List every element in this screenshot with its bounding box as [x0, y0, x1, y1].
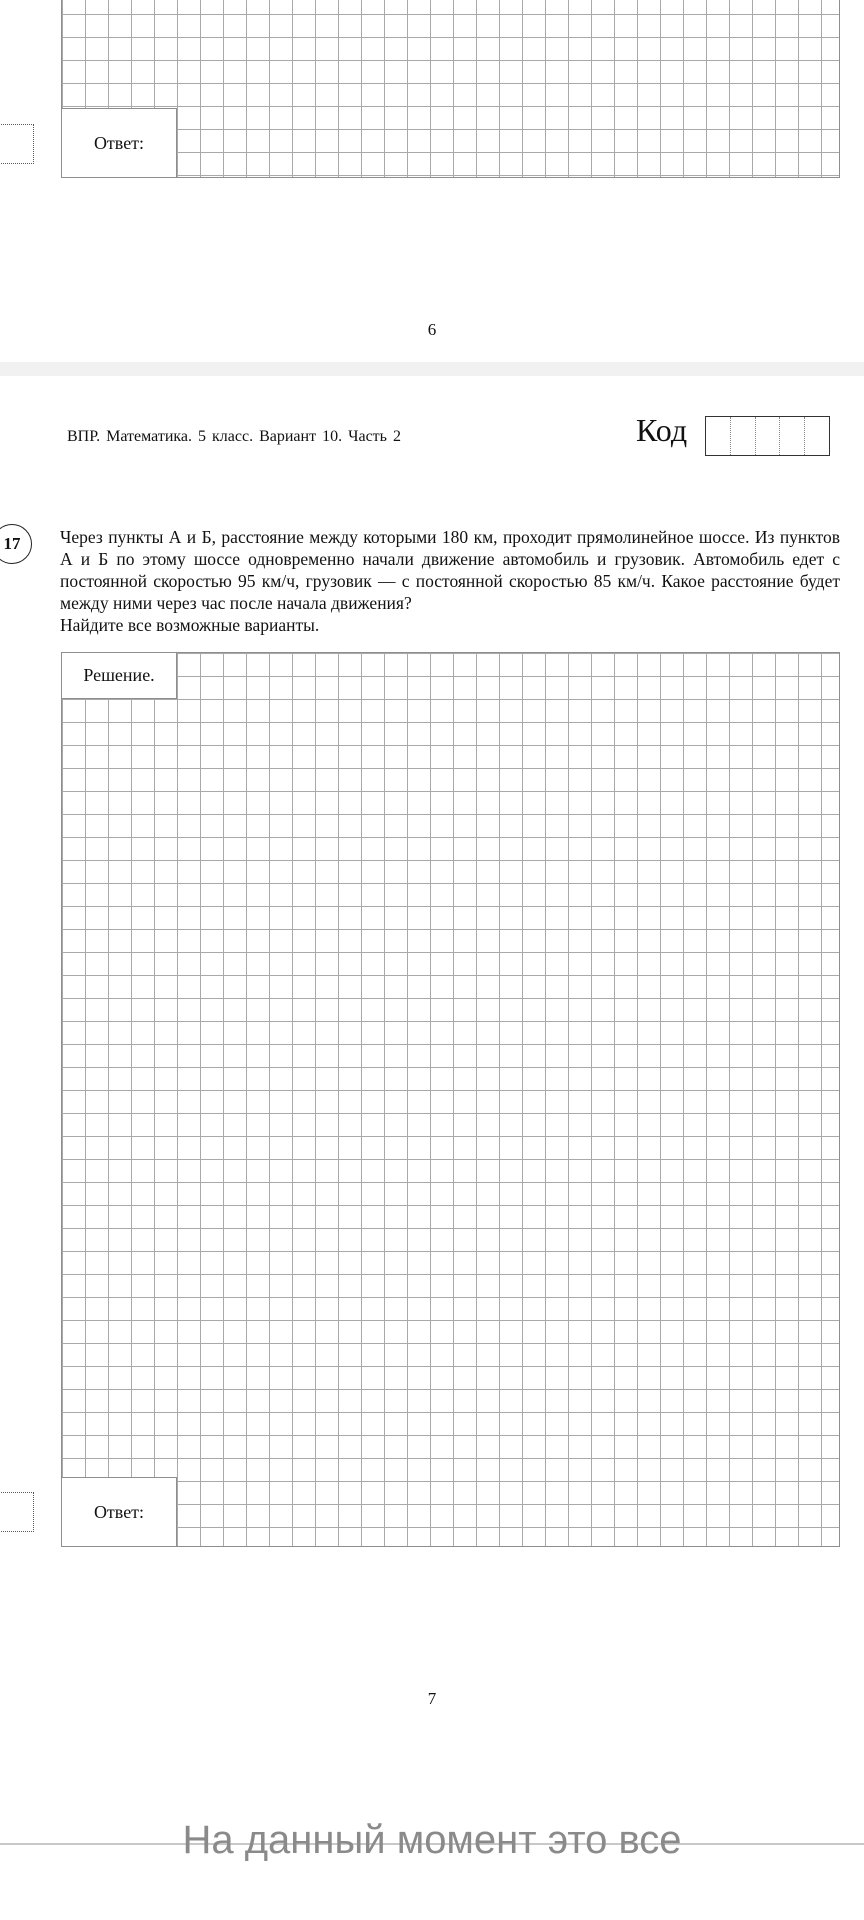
code-cell[interactable]	[731, 417, 756, 455]
task-number-badge: 17	[0, 524, 32, 564]
answer-label: Ответ:	[93, 1501, 145, 1522]
code-cell[interactable]	[780, 417, 805, 455]
code-input-box[interactable]	[705, 416, 830, 456]
answer-side-box	[0, 124, 34, 164]
page-7	[0, 376, 864, 1776]
answer-side-box	[0, 1492, 34, 1532]
page-number: 6	[427, 320, 437, 339]
answer-label-cell	[62, 108, 177, 177]
end-of-content-message: На данный момент это все	[182, 1818, 682, 1862]
solution-grid[interactable]	[61, 652, 840, 1547]
task-paragraph: Через пункты А и Б, расстояние между которыми 180 км, проходит прямолинейное шоссе. Из пунктов А и Б по этому шоссе одновременно начали движение автомобиль и грузовик. Автомобиль едет с постоянной скоростью 95 км/ч, грузовик — с постоянной скоростью 85 км/ч. Какое расстояние будет между ними через час после начала движения?	[60, 527, 840, 613]
page-separator	[0, 362, 864, 376]
solution-label-cell	[62, 653, 177, 699]
task-paragraph: Найдите все возможные варианты.	[60, 615, 320, 635]
task-text	[60, 526, 840, 636]
code-cell[interactable]	[706, 417, 731, 455]
code-label: Код	[636, 412, 688, 448]
page-header: ВПР. Математика. 5 класс. Вариант 10. Часть 2	[67, 428, 401, 445]
page-6	[0, 0, 864, 362]
answer-label-cell	[62, 1477, 177, 1546]
answer-label: Ответ:	[93, 132, 145, 153]
page-number: 7	[427, 1689, 437, 1708]
solution-label: Решение.	[83, 665, 155, 685]
code-cell[interactable]	[756, 417, 781, 455]
code-cell[interactable]	[805, 417, 829, 455]
answer-grid-top[interactable]	[61, 0, 840, 178]
